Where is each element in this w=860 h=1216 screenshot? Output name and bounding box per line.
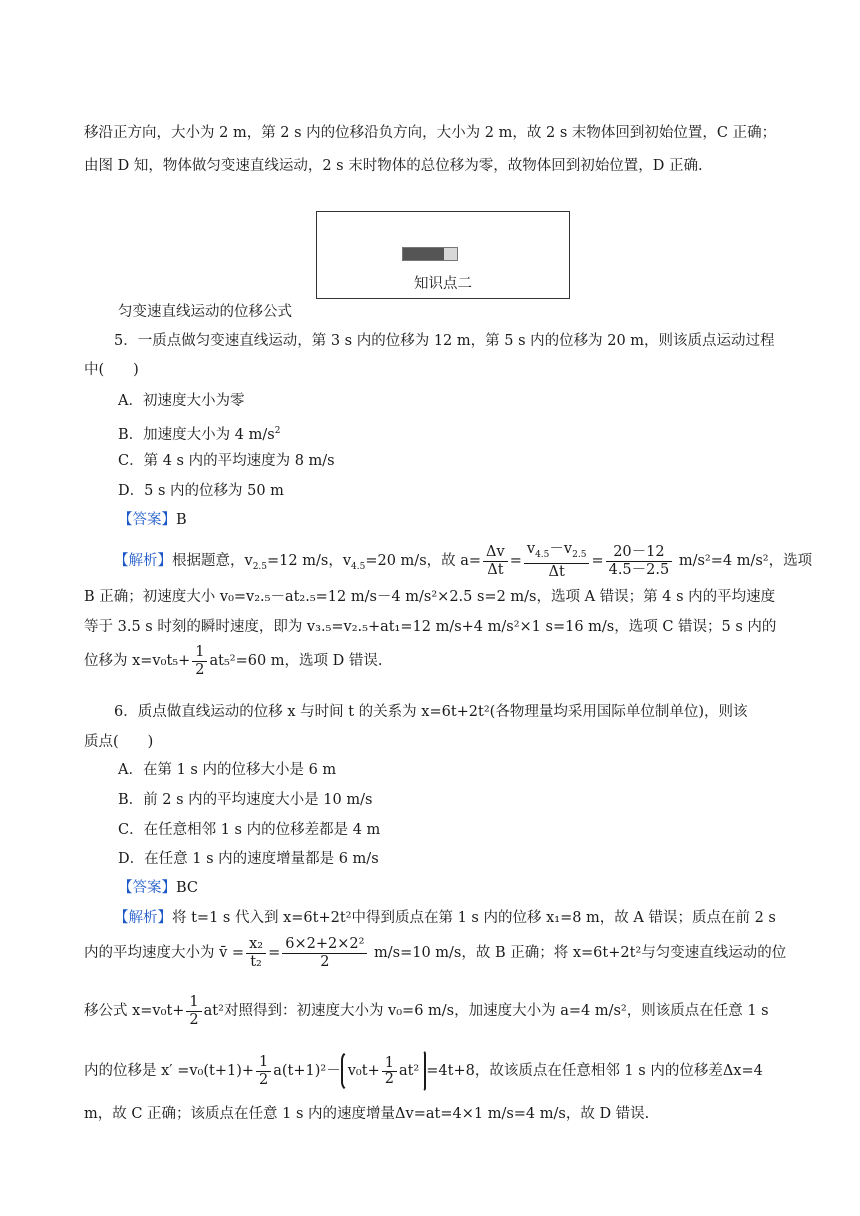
q6-answer: [118, 878, 818, 898]
q5-option-a: A．初速度大小为零: [118, 393, 245, 409]
q5-fraction-3-den: 4.5－2.5: [608, 561, 670, 578]
q6-half-c-num: 1: [382, 1056, 397, 1072]
q5-fraction-1-den: Δt: [487, 561, 504, 578]
q6-answer-tag: 【答案】: [118, 880, 176, 896]
q6-bracket-post: at²: [398, 1063, 420, 1079]
q5-analysis-text-c: =20 m/s，故 a=: [365, 553, 482, 569]
q5-stem-line-1: 5．一质点做匀变速直线运动，第 3 s 内的位移为 12 m，第 5 s 内的位移为 20 m，则该质点运动过程: [114, 333, 775, 349]
q5-analysis-text-b: =12 m/s，v: [267, 553, 352, 569]
q6-fraction-numeric: [282, 936, 367, 971]
q6-analysis-line-5: m，故 C 正确；该质点在任意 1 s 内的速度增量Δv=at=4×1 m/s=4 m/s，故 D 错误.: [84, 1106, 650, 1122]
q5-fraction-2-den: Δt: [548, 564, 565, 581]
q6-analysis-tag: 【解析】: [114, 910, 172, 926]
q5-analysis-line-1: 【解析】根据题意，$v_{2.5}=12$ m/s，$v_{4.5}=20$ m/s，故 a= $\frac{\Delta v}{\Delta t}$ = $\frac{v_{4.5}-v_{2.5}}{\Delta t}$ = $\frac{20-12}{4.5-2.5}$ m/s²=4 m/s²，选项: [114, 540, 813, 581]
q5-analysis-tag: 【解析】: [114, 553, 172, 569]
q6-half-a-den: 2: [189, 1011, 199, 1028]
q6-stem-line-1: 6．质点做直线运动的位移 x 与时间 t 的关系为 x=6t+2t²(各物理量均采用国际单位制单位)，则该: [114, 704, 748, 720]
intro-line-2: 由图 D 知，物体做匀变速直线运动，2 s 末时物体的总位移为零，故物体回到初始位置，D 正确.: [84, 158, 703, 174]
q6-fraction-2-den: 2: [320, 953, 330, 970]
q5-option-c: C．第 4 s 内的平均速度为 8 m/s: [118, 453, 335, 469]
q6-analysis-line-3-pre: 移公式 x=v₀t+: [84, 1003, 185, 1019]
q5-stem-line-2: 中( ): [84, 362, 139, 378]
q6-half-b-den: 2: [259, 1071, 269, 1088]
q6-fraction-1-den: t₂: [250, 953, 262, 970]
q5-fraction-2-num-v1: v: [526, 540, 536, 557]
q6-fraction-1-num: x₂: [246, 936, 266, 954]
q5-analysis-line-3: 等于 3.5 s 时刻的瞬时速度，即为 v₃.₅=v₂.₅+at₁=12 m/s+4 m/s²×1 s=16 m/s，选项 C 错误；5 s 内的: [84, 619, 777, 635]
q6-option-c: C．在任意相邻 1 s 内的位移差都是 4 m: [118, 822, 381, 838]
q6-half-b-num: 1: [256, 1054, 271, 1072]
q5-analysis-line-2: B 正确；初速度大小 v₀=v₂.₅－at₂.₅=12 m/s－4 m/s²×2.5 s=2 m/s，选项 A 错误；第 4 s 内的平均速度: [84, 589, 776, 605]
q5-fraction-half: [192, 644, 207, 679]
q6-analysis-line-1-text: 将 t=1 s 代入到 x=6t+2t²中得到质点在第 1 s 内的位移 x₁=8 m，故 A 错误；质点在前 2 s: [172, 910, 776, 926]
q6-fraction-half-b: [256, 1054, 271, 1089]
q6-option-d: D．在任意 1 s 内的速度增量都是 6 m/s: [118, 851, 379, 867]
q6-stem-line-2: 质点( ): [84, 734, 154, 750]
q6-analysis-line-2-post: m/s=10 m/s，故 B 正确；将 x=6t+2t²与匀变速直线运动的位: [374, 945, 787, 961]
q5-fraction-2-num-v2: v: [563, 540, 573, 557]
q5-answer-tag: 【答案】: [118, 512, 176, 528]
q6-bracket-pre: v₀t+: [347, 1063, 380, 1079]
q6-analysis-line-3-post: at²对照得到：初速度大小为 v₀=6 m/s，加速度大小为 a=4 m/s²，则该质点在任意 1 s: [203, 1003, 769, 1019]
q5-analysis-line-4-pre: 位移为 x=v₀t₅+: [84, 653, 191, 669]
q6-option-a: A．在第 1 s 内的位移大小是 6 m: [118, 762, 337, 778]
q5-analysis-text-a: 根据题意，v: [172, 553, 253, 569]
knowledge-point-label: 知识点二: [414, 276, 472, 292]
section-title: 匀变速直线运动的位移公式: [118, 304, 292, 320]
intro-line-1: 移沿正方向，大小为 2 m，第 2 s 内的位移沿负方向，大小为 2 m，故 2 s 末物体回到初始位置，C 正确；: [84, 125, 777, 141]
q6-bracket-expression: [341, 1050, 427, 1092]
q6-analysis-line-4-pre: 内的位移是 x′ =v₀(t+1)+: [84, 1063, 255, 1079]
q6-fraction-half-a: [186, 994, 201, 1029]
q5-fraction-1-num: Δv: [483, 544, 508, 562]
q6-half-c-den: 2: [384, 1070, 394, 1087]
q6-half-a-num: 1: [186, 994, 201, 1012]
q5-analysis-line-4: [84, 640, 784, 682]
q6-analysis-line-4-mid: a(t+1)²－: [273, 1063, 341, 1079]
progress-bar-fill: [403, 248, 444, 260]
q6-option-b: B．前 2 s 内的平均速度大小是 10 m/s: [118, 792, 373, 808]
q6-fraction-2-num: 6×2+2×2²: [282, 936, 367, 954]
q6-answer-value: BC: [176, 880, 199, 896]
q6-equals: =: [268, 945, 281, 961]
q5-analysis-text-d: m/s²=4 m/s²，选项: [678, 553, 813, 569]
q5-option-b-text: B．加速度大小为 4 m/s: [118, 426, 275, 443]
q6-analysis-line-4: [84, 1050, 784, 1092]
q5-answer-value: B: [176, 512, 187, 528]
q5-fraction-velocity-diff: [524, 541, 590, 582]
q5-option-b: B．加速度大小为 4 $m/s^2$: [118, 426, 281, 443]
q6-fraction-half-c: [382, 1056, 397, 1087]
q6-analysis-line-4-post: =4t+8，故该质点在任意相邻 1 s 内的位移差Δx=4: [426, 1063, 763, 1079]
q5-fraction-dv-dt: [483, 544, 508, 579]
q5-fraction-numeric: [606, 544, 673, 579]
q5-fraction-2-num: $v_{4.5}-v_{2.5}$: [524, 541, 590, 565]
q5-option-d: D．5 s 内的位移为 50 m: [118, 483, 284, 499]
q5-half-den: 2: [195, 661, 205, 678]
q6-analysis-line-1: [114, 908, 814, 928]
q6-analysis-line-3: [84, 990, 784, 1032]
progress-bar: [402, 247, 458, 261]
q6-analysis-line-2: [84, 932, 787, 974]
q5-half-num: 1: [192, 644, 207, 662]
q5-equals-2: =: [591, 553, 604, 569]
q5-fraction-3-num: 20－12: [606, 544, 673, 562]
q5-answer: [118, 510, 818, 530]
q6-fraction-x2-t2: [246, 936, 266, 971]
q5-analysis-line-4-post: at₅²=60 m，选项 D 错误.: [209, 653, 383, 669]
q6-analysis-line-2-pre: 内的平均速度大小为 v̄ =: [84, 945, 245, 961]
knowledge-point-box: [316, 211, 570, 299]
q5-equals-1: =: [509, 553, 522, 569]
